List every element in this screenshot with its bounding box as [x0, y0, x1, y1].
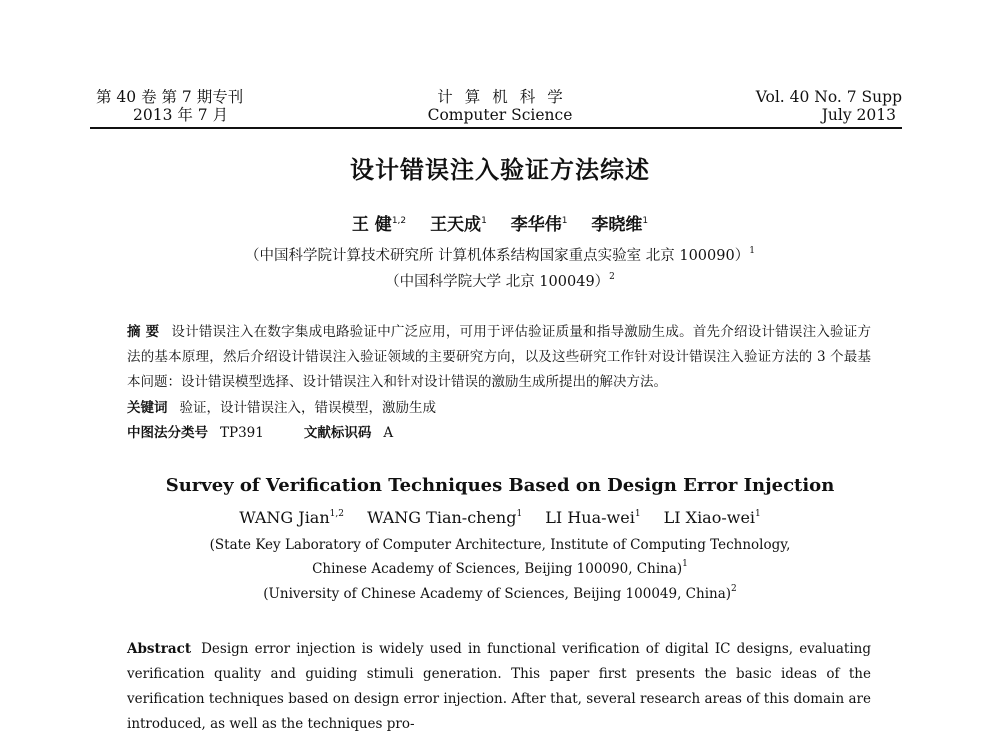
journal-header-right	[756, 88, 902, 124]
author-zh: 李晓维$^1$	[591, 215, 649, 235]
volume-issue-en: Vol. 40 No. 7 Supp	[755, 88, 902, 106]
author-zh: 王天成$^1$	[430, 215, 487, 235]
author-list-en	[0, 508, 1000, 527]
author-list-zh	[0, 210, 1000, 235]
affiliation-en-1: (State Key Laboratory of Computer Architecture, Institute of Computing Technology,	[209, 537, 791, 553]
publication-date-en: July 2013	[821, 106, 896, 124]
doc-code-value: A	[383, 425, 394, 441]
clc-label: 中图法分类号	[127, 425, 208, 441]
doc-code-label: 文献标识码	[303, 425, 372, 441]
author-zh: 王 健$^{1,2}$	[351, 215, 407, 235]
author-zh: 李华伟$^1$	[510, 215, 568, 235]
abstract-label-en: Abstract	[127, 641, 192, 657]
author-en: WANG Jian$^{1,2}$	[239, 508, 344, 527]
affiliation-en-1-cont: Chinese Academy of Sciences, Beijing 100090, China)$^1$	[312, 559, 688, 577]
abstract-text-en: Design error injection is widely used in functional verification of digital IC designs, evaluating verification quality and guiding stimuli generation. This paper first presents the basic ideas of the verification techniques based on design error injection. After that, several research areas of this domain are introduced, as well as the techniques pro-	[127, 641, 871, 732]
journal-name-en: Computer Science	[427, 106, 573, 124]
abstract-text-zh: 设计错误注入在数字集成电路验证中广泛应用，可用于评估验证质量和指导激励生成。首先介绍设计错误注入验证方法的基本原理，然后介绍设计错误注入验证领域的主要研究方向，以及这些研究工作针对设计错误注入验证方法的 3 个最基本问题：设计错误模型选择、设计错误注入和针对设计错误的激励生成所提出的解决方法。	[127, 324, 872, 390]
keywords-label-zh: 关键词	[127, 400, 168, 416]
author-en: LI Hua-wei$^1$	[545, 508, 641, 527]
journal-name-zh: 计算机科学	[437, 88, 575, 106]
abstract-en	[127, 637, 871, 737]
paper-title-en: Survey of Verification Techniques Based on Design Error Injection	[165, 475, 835, 496]
classification-line	[127, 421, 393, 446]
keywords-text-zh: 验证，设计错误注入，错误模型，激励生成	[179, 400, 436, 416]
abstract-zh	[127, 320, 871, 395]
header-rule	[90, 127, 902, 129]
author-en: WANG Tian-cheng$^1$	[367, 508, 523, 527]
clc-value: TP391	[220, 425, 264, 441]
affiliation-en-2: (University of Chinese Academy of Sciences, Beijing 100049, China)$^2$	[263, 584, 737, 602]
paper-title-zh: 设计错误注入验证方法综述	[350, 156, 650, 184]
author-en: LI Xiao-wei$^1$	[663, 508, 761, 527]
keywords-zh	[127, 396, 436, 421]
volume-issue: 第 40 卷 第 7 期专刊	[96, 88, 244, 106]
abstract-label-zh: 摘 要	[127, 324, 160, 340]
publication-date-zh: 2013 年 7 月	[133, 106, 229, 124]
affiliation-zh-2: （中国科学院大学 北京 100049）$^2$	[385, 272, 615, 290]
affiliation-zh-1: （中国科学院计算技术研究所 计算机体系结构国家重点实验室 北京 100090）$^1$	[245, 246, 755, 264]
